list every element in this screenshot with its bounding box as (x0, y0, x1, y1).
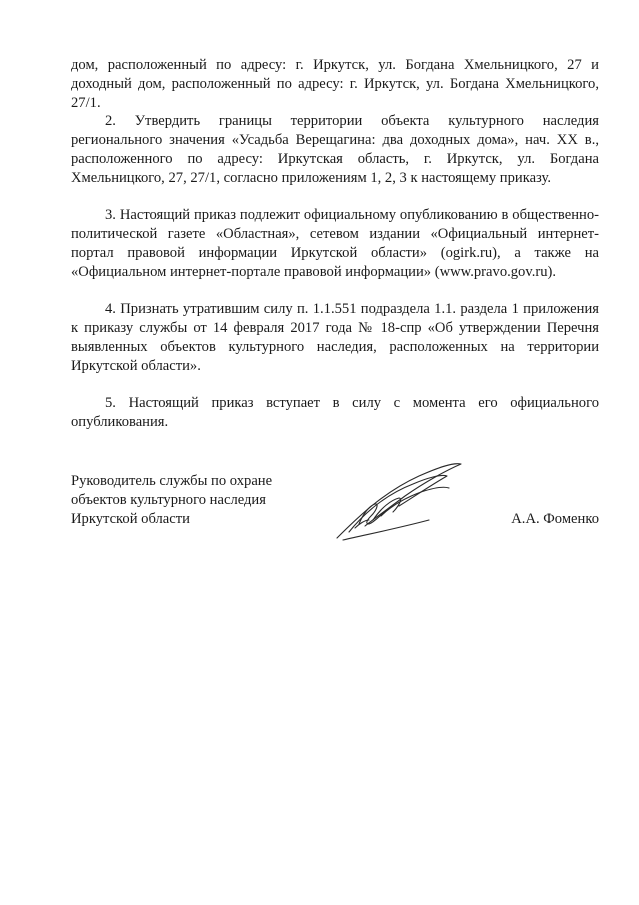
paragraph-2-boundaries: 2. Утвердить границы территории объекта культурного наследия регионального значения «Усадьба Верещагина: два доходных дома», нач. XX в., расположенного по адресу: Иркутская область, г. Иркутск, ул. Богдана Хмельницкого, 27, 27/1, согласно приложениям 1, 2, 3 к настоящему приказу. (71, 113, 599, 186)
paragraph-4-repeal: 4. Признать утратившим силу п. 1.1.551 подраздела 1.1. раздела 1 приложения к приказу службы от 14 февраля 2017 года № 18-спр «Об утверждении Перечня выявленных объектов культурного наследия, расположенных на территории Иркутской области». (71, 301, 599, 374)
signature-block (71, 472, 599, 552)
handwritten-signature (329, 454, 469, 544)
document-body (71, 56, 599, 432)
signatory-position-line-3: Иркутской области (71, 510, 190, 527)
signatory-position (71, 472, 331, 528)
signatory-position-line-1: Руководитель службы по охране (71, 473, 273, 489)
signatory-position-line-2: объектов культурного наследия (71, 491, 266, 508)
signatory-name: А.А. Фоменко (511, 510, 599, 527)
paragraph-3-publication: 3. Настоящий приказ подлежит официальному опубликованию в общественно-политической газете «Областная», сетевом издании «Официальный интернет-портал правовой информации Иркутской области» (ogirk.ru), а также на «Официальном интернет-портале правовой информации» (www.pravo.gov.ru). (71, 207, 599, 280)
paragraph-5-effect: 5. Настоящий приказ вступает в силу с момента его официального опубликования. (71, 395, 599, 431)
paragraph-continuation: дом, расположенный по адресу: г. Иркутск, ул. Богдана Хмельницкого, 27 и доходный дом, расположенный по адресу: г. Иркутск, ул. Богдана Хмельницкого, 27/1. (71, 57, 599, 111)
